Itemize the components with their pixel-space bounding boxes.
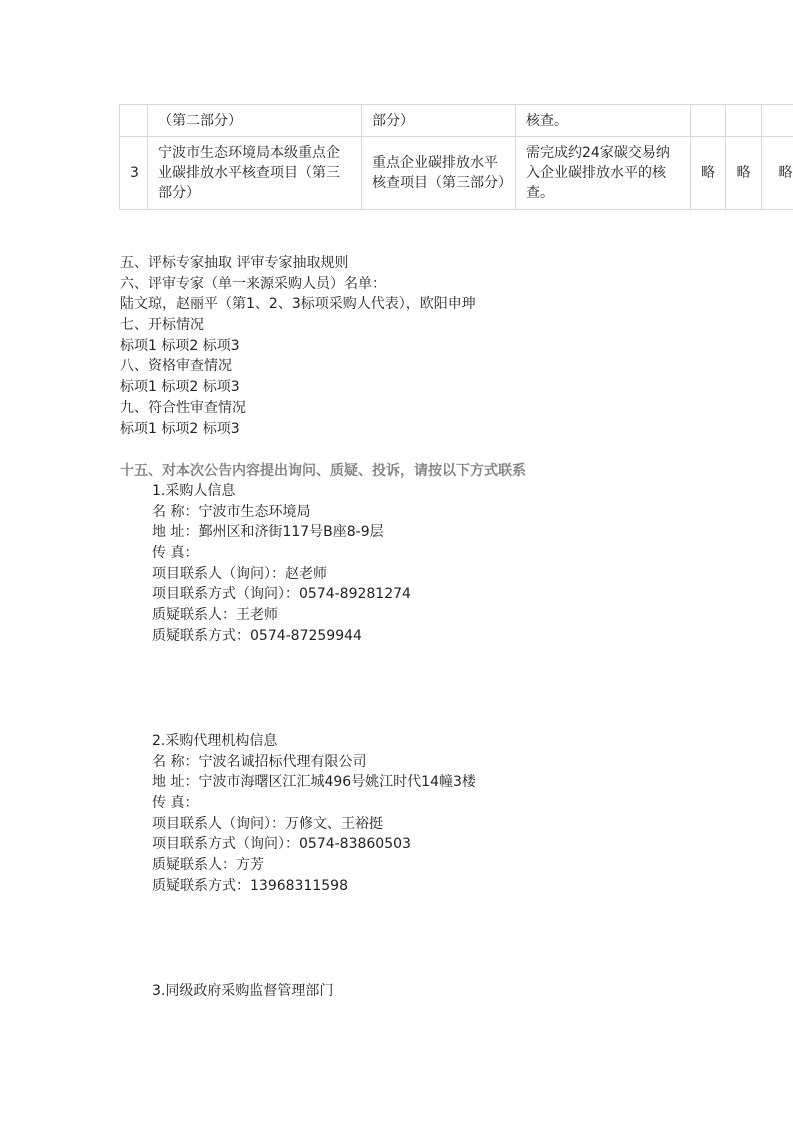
purchaser-inquiry-contact: 项目联系人（询问）：赵老师 <box>152 565 327 582</box>
supervisor-title: 3.同级政府采购监督管理部门 <box>152 983 334 999</box>
omitted-cell <box>762 105 793 137</box>
purchaser-name: 名 称：宁波市生态环境局 <box>152 503 311 520</box>
supervisor-info <box>152 981 333 1002</box>
section-9-items: 标项1 标项2 标项3 <box>120 420 240 437</box>
name-cell: 重点企业碳排放水平核查项目（第三部分） <box>362 137 516 210</box>
purchaser-address: 地 址：鄞州区和济街117号B座8-9层 <box>152 524 384 541</box>
agency-complaint-contact: 质疑联系人：方芳 <box>152 857 264 874</box>
requirement-cell: 核查。 <box>516 105 691 137</box>
row-number: 3 <box>120 137 148 210</box>
section-6-heading: 六、评审专家（单一来源采购人员）名单： <box>120 275 386 292</box>
project-cell: 宁波市生态环境局本级重点企业碳排放水平核查项目（第三部分） <box>148 137 362 210</box>
section-9-heading: 九、符合性审查情况 <box>120 399 246 416</box>
section-8-heading: 八、资格审查情况 <box>120 358 232 375</box>
requirement-cell: 需完成约24家碳交易纳入企业碳排放水平的核查。 <box>516 137 691 210</box>
row-number <box>120 105 148 137</box>
purchaser-info <box>152 481 411 647</box>
agency-inquiry-contact: 项目联系人（询问）：万修文、王裕挺 <box>152 815 383 832</box>
table-row <box>120 105 793 137</box>
purchaser-complaint-phone: 质疑联系方式：0574-87259944 <box>152 627 362 644</box>
agency-fax: 传 真： <box>152 795 199 812</box>
contact-heading: 十五、对本次公告内容提出询问、质疑、投诉，请按以下方式联系 <box>120 463 526 479</box>
purchaser-fax: 传 真： <box>152 545 199 562</box>
purchaser-inquiry-phone: 项目联系方式（询问）：0574-89281274 <box>152 586 411 603</box>
agency-title: 2.采购代理机构信息 <box>152 733 278 749</box>
agency-inquiry-phone: 项目联系方式（询问）：0574-83860503 <box>152 836 411 853</box>
project-table <box>119 104 793 210</box>
sections-block <box>120 253 476 439</box>
omitted-cell <box>691 105 726 137</box>
omitted-cell: 略 <box>726 137 762 210</box>
section-8-items: 标项1 标项2 标项3 <box>120 379 240 396</box>
omitted-cell: 略 <box>762 137 793 210</box>
agency-complaint-phone: 质疑联系方式：13968311598 <box>152 877 348 894</box>
omitted-cell: 略 <box>691 137 726 210</box>
section-7-items: 标项1 标项2 标项3 <box>120 337 240 354</box>
project-cell: （第二部分） <box>148 105 362 137</box>
agency-info <box>152 731 476 897</box>
agency-address: 地 址：宁波市海曙区江汇城496号姚江时代14幢3楼 <box>152 774 476 791</box>
agency-name: 名 称：宁波名诚招标代理有限公司 <box>152 753 367 770</box>
omitted-cell <box>726 105 762 137</box>
name-cell: 部分） <box>362 105 516 137</box>
purchaser-complaint-contact: 质疑联系人：王老师 <box>152 607 278 624</box>
expert-names: 陆文琼，赵丽平（第1、2、3标项采购人代表），欧阳申珅 <box>120 296 476 313</box>
table-row <box>120 137 793 210</box>
purchaser-title: 1.采购人信息 <box>152 483 236 499</box>
section-5-heading: 五、评标专家抽取 评审专家抽取规则 <box>120 255 349 271</box>
section-7-heading: 七、开标情况 <box>120 317 204 334</box>
